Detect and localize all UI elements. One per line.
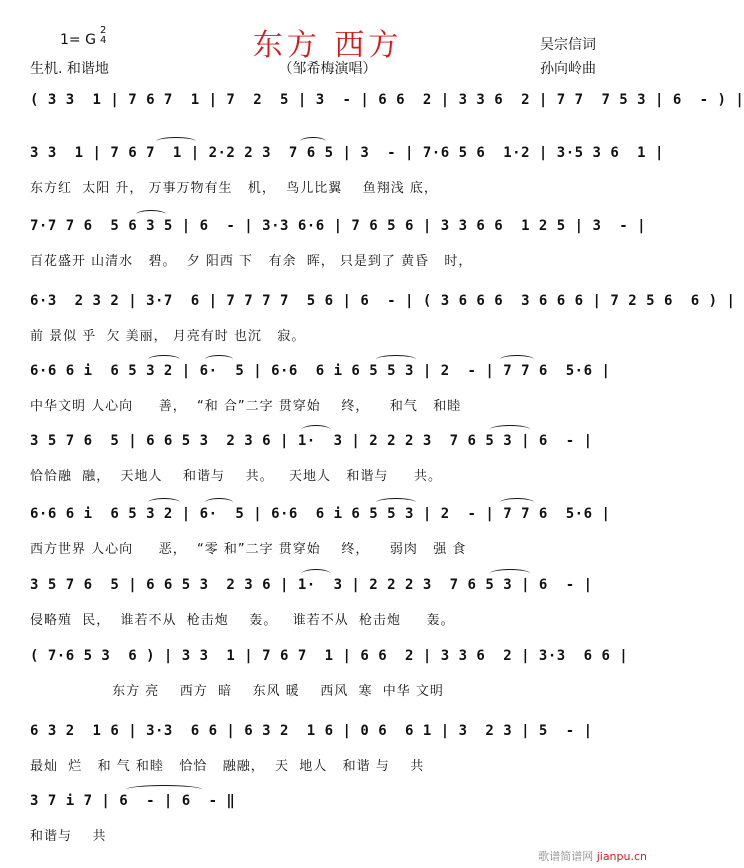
notation-line: 6·6 6 i 6 5 3 2 | 6· 5 | 6·6 6 i 6 5 5 3 | 2 - | 7 7 6 5·6 | bbox=[30, 363, 611, 379]
score-row bbox=[30, 506, 628, 576]
notation-line: 3 5 7 6 5 | 6 6 5 3 2 3 6 | 1· 3 | 2 2 2 3 7 6 5 3 | 6 - | bbox=[30, 433, 593, 449]
song-title: 东方 西方 bbox=[252, 28, 403, 63]
notation-line: ( 3 3 1 | 7 6 7 1 | 7 2 5 | 3 - | 6 6 2 | 3 3 6 2 | 7 7 7 5 3 | 6 - ) | bbox=[30, 92, 744, 108]
score-row bbox=[30, 293, 736, 363]
score-row bbox=[30, 218, 647, 288]
lyrics-line: 侵略殖 民， 谁若不从 枪击炮 轰。 谁若不从 枪击炮 轰。 bbox=[30, 613, 455, 628]
lyrics-line: 东方 亮 西方 暗 东风 暖 西风 寒 中华 文明 bbox=[30, 684, 444, 699]
lyrics-line: 中华文明 人心向 善， “和 合”二字 贯穿始 终， 和气 和睦 bbox=[30, 399, 462, 414]
time-denominator: 4 bbox=[100, 35, 107, 46]
notation-line: 3 3 1 | 7 6 7 1 | 2·2 2 3 7 6 5 | 3 - | 7·6 5 6 1·2 | 3·5 3 6 1 | bbox=[30, 145, 664, 161]
score-row bbox=[30, 723, 628, 793]
notation-line: 3 5 7 6 5 | 6 6 5 3 2 3 6 | 1· 3 | 2 2 2 3 7 6 5 3 | 6 - | bbox=[30, 577, 593, 593]
lyrics-line: 恰恰融 融， 天地人 和谐与 共。 天地人 和谐与 共。 bbox=[30, 469, 443, 484]
lyrics-line: 和谐与 共 bbox=[30, 829, 107, 844]
lyrics-line: 东方红 太阳 升， 万事万物有生 机， 鸟儿比翼 鱼翔浅 底， bbox=[30, 181, 438, 196]
score-row bbox=[30, 363, 628, 433]
lyrics-line: 西方世界 人心向 恶， “零 和”二字 贯穿始 终， 弱肉 强 食 bbox=[30, 542, 467, 557]
notation-line: 7·7 7 6 5 6 3 5 | 6 - | 3·3 6·6 | 7 6 5 6 | 3 3 6 6 1 2 5 | 3 - | bbox=[30, 218, 647, 234]
lyrics-line: 最灿 烂 和 气 和睦 恰恰 融融， 天 地人 和谐 与 共 bbox=[30, 759, 425, 774]
notation-line: ( 7·6 5 3 6 ) | 3 3 1 | 7 6 7 1 | 6 6 2 | 3 3 6 2 | 3·3 6 6 | bbox=[30, 648, 629, 664]
notation-line: 3 7 i 7 | 6 - | 6 - ‖ bbox=[30, 793, 236, 809]
watermark-site-name: 歌谱简谱网 bbox=[538, 850, 594, 863]
notation-line: 6 3 2 1 6 | 3·3 6 6 | 6 3 2 1 6 | 0 6 6 1 | 3 2 3 | 5 - | bbox=[30, 723, 593, 739]
score-row bbox=[30, 577, 628, 647]
notation-line: 6·3 2 3 2 | 3·7 6 | 7 7 7 7 5 6 | 6 - | ( 3 6 6 6 3 6 6 6 | 7 2 5 6 6 ) | bbox=[30, 293, 736, 309]
lyricist-credit: 吴宗信词 bbox=[540, 37, 596, 53]
site-watermark bbox=[538, 848, 647, 864]
singer-credit: （邹希梅演唱） bbox=[278, 61, 377, 77]
lyrics-line: 百花盛开 山清水 碧。 夕 阳西 下 有余 晖， 只是到了 黄昏 时， bbox=[30, 254, 473, 269]
time-signature bbox=[100, 26, 106, 46]
score-row bbox=[30, 433, 628, 503]
key-signature: 1= G bbox=[60, 32, 96, 48]
tempo-description: 生机. 和谐地 bbox=[30, 61, 109, 77]
lyrics-line: 前 景似 乎 欠 美丽， 月亮有时 也沉 寂。 bbox=[30, 329, 306, 344]
watermark-domain: jianpu.cn bbox=[596, 850, 647, 863]
time-numerator: 2 bbox=[100, 25, 107, 36]
score-row bbox=[30, 145, 664, 215]
composer-credit: 孙向岭曲 bbox=[540, 61, 596, 77]
score-row bbox=[30, 648, 628, 718]
notation-line: 6·6 6 i 6 5 3 2 | 6· 5 | 6·6 6 i 6 5 5 3 | 2 - | 7 7 6 5·6 | bbox=[30, 506, 611, 522]
